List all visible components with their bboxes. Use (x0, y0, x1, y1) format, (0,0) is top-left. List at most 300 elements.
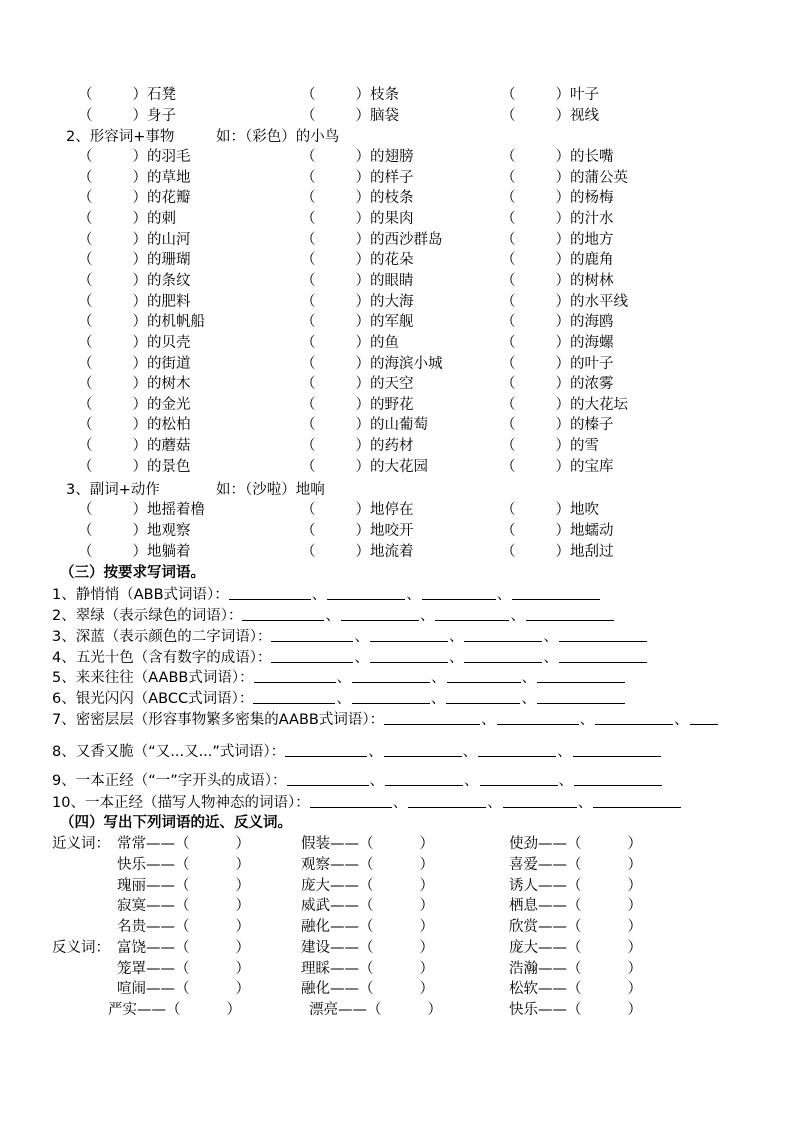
item-text: 地摇着橹 (147, 502, 205, 518)
answer-line[interactable] (512, 585, 600, 600)
answer-line[interactable] (690, 710, 718, 725)
fill-in-item (501, 521, 614, 542)
item-text: 的浓雾 (570, 376, 614, 393)
fill-in-item (301, 85, 399, 106)
dash: —— (330, 857, 359, 873)
word: 名贵 (117, 919, 146, 935)
close-paren: ） (132, 87, 147, 103)
close-paren: ） (627, 961, 642, 977)
close-paren: ） (235, 857, 250, 873)
item-text: 地躺着 (147, 543, 191, 560)
close-paren: ） (627, 919, 642, 935)
adj-row (0, 147, 794, 168)
answer-line[interactable] (497, 710, 579, 725)
answer-line[interactable] (310, 793, 392, 808)
dash: —— (330, 961, 359, 977)
item-text: 的贝壳 (147, 334, 191, 351)
dash: —— (538, 836, 567, 852)
close-paren: ） (132, 458, 147, 475)
close-paren: ） (555, 252, 570, 269)
synonym-item (301, 855, 434, 876)
item-text: 的松柏 (147, 417, 191, 434)
answer-line[interactable] (287, 771, 369, 786)
answer-line[interactable] (464, 648, 542, 663)
open-paren: （ (501, 293, 516, 310)
close-paren: ） (355, 293, 370, 310)
close-paren: ） (132, 107, 147, 124)
fill-in-item (301, 457, 428, 478)
fill-in-item (78, 374, 191, 395)
antonym-item (309, 1000, 442, 1021)
open-paren: （ (359, 961, 374, 977)
answer-line[interactable] (271, 627, 353, 642)
open-paren: （ (501, 314, 516, 331)
separator: 、 (448, 650, 464, 666)
close-paren: ） (555, 293, 570, 310)
word: 诱人 (509, 878, 538, 894)
open-paren: （ (78, 293, 93, 310)
close-paren: ） (355, 107, 370, 124)
fill-in-item (501, 271, 614, 292)
close-paren: ） (419, 898, 434, 914)
item-text: 的长嘴 (570, 149, 614, 165)
answer-line[interactable] (526, 606, 614, 621)
item-text: 地观察 (147, 522, 191, 539)
dash: —— (330, 878, 359, 894)
item-text: 的刺 (147, 210, 176, 227)
separator: 、 (521, 670, 537, 686)
open-paren: （ (301, 334, 316, 351)
item-text: 的眼睛 (370, 272, 414, 289)
item-text: 地蠕动 (570, 522, 614, 539)
fill-in-item (501, 106, 599, 127)
fill-in-item (78, 230, 191, 251)
fill-in-item (78, 85, 176, 106)
answer-line[interactable] (271, 648, 353, 663)
antonym-item (301, 979, 434, 1000)
open-paren: （ (301, 293, 316, 310)
open-paren: （ (78, 355, 93, 372)
antonym-item (301, 938, 434, 959)
answer-line[interactable] (370, 648, 448, 663)
fill-in-item (78, 147, 191, 168)
top-row (0, 85, 794, 106)
close-paren: ） (235, 981, 250, 997)
answer-line[interactable] (408, 793, 486, 808)
dash: —— (538, 940, 567, 956)
close-paren: ） (132, 396, 147, 413)
fill-in-item (501, 333, 614, 354)
fill-in-item (501, 230, 614, 251)
question-text: 8、又香又脆（“又...又...”式词语）： (52, 744, 286, 760)
fill-in-item (301, 230, 443, 251)
item-text: 的山河 (147, 231, 191, 248)
antonym-item (301, 959, 434, 980)
section3-heading: （三）按要求写词语。 (60, 565, 205, 581)
fill-in-item (501, 292, 628, 313)
item-text: 脑袋 (370, 107, 399, 124)
close-paren: ） (132, 314, 147, 331)
open-paren: （ (501, 396, 516, 413)
open-paren: （ (78, 252, 93, 269)
open-paren: （ (359, 940, 374, 956)
antonym-item (117, 959, 250, 980)
open-paren: （ (501, 376, 516, 393)
answer-line[interactable] (370, 627, 448, 642)
fill-in-item (501, 354, 614, 375)
answer-line[interactable] (503, 793, 577, 808)
open-paren: （ (175, 961, 190, 977)
answer-line[interactable] (537, 689, 625, 704)
item-text: 地流着 (370, 543, 414, 560)
separator: 、 (354, 629, 369, 645)
answer-line[interactable] (229, 585, 311, 600)
answer-line[interactable] (447, 668, 521, 683)
answer-line[interactable] (559, 627, 647, 642)
answer-line[interactable] (480, 771, 558, 786)
close-paren: ） (355, 522, 370, 539)
answer-line[interactable] (384, 710, 480, 725)
separator: 、 (311, 587, 327, 603)
open-paren: （ (175, 981, 190, 997)
open-paren: （ (501, 458, 516, 475)
synonym-item (301, 896, 434, 917)
close-paren: ） (355, 272, 370, 289)
separator: 、 (674, 712, 689, 728)
adv-row (0, 500, 794, 521)
word: 松软 (509, 981, 538, 997)
open-paren: （ (78, 272, 93, 289)
item-text: 叶子 (570, 87, 599, 103)
open-paren: （ (78, 210, 93, 227)
fill-in-item (501, 542, 614, 563)
close-paren: ） (132, 355, 147, 372)
dash: —— (538, 878, 567, 894)
open-paren: （ (501, 522, 516, 539)
answer-line[interactable] (574, 771, 662, 786)
separator: 、 (368, 744, 383, 760)
synonym-item (117, 917, 250, 938)
item-text: 的大花园 (370, 458, 428, 475)
question (52, 668, 625, 689)
adj-row (0, 271, 794, 292)
answer-line[interactable] (435, 606, 509, 621)
close-paren: ） (355, 417, 370, 434)
answer-line[interactable] (464, 627, 542, 642)
close-paren: ） (132, 190, 147, 207)
close-paren: ） (555, 458, 570, 475)
question-text: 4、五光十色（含有数字的成语）： (52, 650, 272, 666)
close-paren: ） (427, 1002, 442, 1018)
separator: 、 (577, 795, 593, 811)
close-paren: ） (419, 857, 434, 873)
fill-in-item (301, 188, 414, 209)
open-paren: （ (501, 149, 516, 165)
close-paren: ） (235, 919, 250, 935)
item-text: 的海滨小城 (370, 355, 443, 372)
item-text: 的雪 (570, 438, 599, 455)
word: 理睬 (301, 961, 330, 977)
dash: —— (146, 961, 175, 977)
open-paren: （ (567, 961, 582, 977)
open-paren: （ (301, 522, 316, 539)
synonym-item (509, 834, 642, 855)
answer-line[interactable] (593, 793, 681, 808)
word: 瑰丽 (117, 878, 146, 894)
item-text: 的地方 (570, 231, 614, 248)
adj-row (0, 250, 794, 271)
answer-line[interactable] (573, 742, 661, 757)
open-paren: （ (359, 857, 374, 873)
section4-heading: （四）写出下列词语的近、反义词。 (60, 815, 292, 831)
open-paren: （ (301, 210, 316, 227)
close-paren: ） (555, 149, 570, 165)
word: 观察 (301, 857, 330, 873)
fill-in-item (78, 500, 205, 521)
answer-line[interactable] (285, 742, 367, 757)
close-paren: ） (355, 314, 370, 331)
item-text: 的果肉 (370, 210, 414, 227)
word: 寂寞 (117, 898, 146, 914)
answer-line[interactable] (422, 585, 496, 600)
adj-row (0, 457, 794, 478)
open-paren: （ (567, 981, 582, 997)
open-paren: （ (567, 857, 582, 873)
open-paren: （ (501, 272, 516, 289)
fill-in-item (501, 374, 614, 395)
item-text: 的山葡萄 (370, 417, 428, 434)
fill-in-item (301, 436, 414, 457)
open-paren: （ (359, 898, 374, 914)
word: 严实 (108, 1002, 137, 1018)
fill-in-item (78, 333, 191, 354)
answer-line[interactable] (478, 742, 556, 757)
antonym-item (509, 979, 642, 1000)
fill-in-item (78, 209, 176, 230)
question (52, 689, 625, 710)
item-text: 的海鸥 (570, 314, 614, 331)
antonym-item (509, 938, 642, 959)
answer-line[interactable] (559, 648, 647, 663)
open-paren: （ (78, 438, 93, 455)
close-paren: ） (355, 438, 370, 455)
fill-in-item (78, 395, 191, 416)
open-paren: （ (301, 458, 316, 475)
open-paren: （ (301, 376, 316, 393)
adj-row (0, 354, 794, 375)
adj-row (0, 436, 794, 457)
question (52, 793, 681, 814)
close-paren: ） (555, 334, 570, 351)
word: 融化 (301, 919, 330, 935)
fill-in-item (78, 168, 191, 189)
dash: —— (146, 898, 175, 914)
antonym-item (117, 938, 250, 959)
answer-line[interactable] (242, 606, 324, 621)
close-paren: ） (555, 355, 570, 372)
close-paren: ） (627, 981, 642, 997)
separator: 、 (448, 629, 464, 645)
open-paren: （ (301, 87, 316, 103)
synonym-item (117, 896, 250, 917)
separator: 、 (464, 773, 479, 789)
question (52, 627, 647, 648)
item-text: 的西沙群岛 (370, 231, 443, 248)
fill-in-item (78, 436, 191, 457)
close-paren: ） (555, 87, 570, 103)
item-text: 的枝条 (370, 190, 414, 207)
item-text: 的羽毛 (147, 149, 191, 165)
answer-line[interactable] (352, 668, 430, 683)
open-paren: （ (359, 919, 374, 935)
item-text: 的鱼 (370, 334, 399, 351)
separator: 、 (481, 712, 496, 728)
answer-line[interactable] (352, 689, 430, 704)
separator: 、 (521, 691, 536, 707)
close-paren: ） (555, 438, 570, 455)
close-paren: ） (226, 1002, 241, 1018)
close-paren: ） (555, 417, 570, 434)
item-text: 的野花 (370, 396, 414, 413)
item-text: 的蒲公英 (570, 169, 628, 186)
word: 假装 (301, 836, 330, 852)
dash: —— (146, 981, 175, 997)
antonym-item (509, 959, 642, 980)
answer-line[interactable] (537, 668, 625, 683)
answer-line[interactable] (595, 710, 673, 725)
close-paren: ） (627, 857, 642, 873)
item-text: 地刮过 (570, 543, 614, 560)
part2-title (66, 127, 340, 148)
fill-in-item (301, 542, 414, 563)
item-text: 地吹 (570, 502, 599, 518)
open-paren: （ (78, 396, 93, 413)
separator: 、 (354, 650, 369, 666)
answer-line[interactable] (385, 771, 463, 786)
word: 庞大 (301, 878, 330, 894)
answer-line[interactable] (327, 585, 405, 600)
dash: —— (538, 898, 567, 914)
fill-in-item (501, 312, 614, 333)
item-text: 的翅膀 (370, 149, 414, 165)
adv-row (0, 542, 794, 563)
close-paren: ） (132, 169, 147, 186)
adj-row (0, 168, 794, 189)
fill-in-item (501, 500, 599, 521)
open-paren: （ (501, 190, 516, 207)
antonym-label: 反义词： (52, 940, 110, 956)
separator: 、 (543, 629, 558, 645)
fill-in-item (78, 271, 191, 292)
answer-line[interactable] (253, 689, 335, 704)
open-paren: （ (567, 940, 582, 956)
open-paren: （ (501, 231, 516, 248)
fill-in-item (301, 292, 414, 313)
open-paren: （ (367, 1002, 382, 1018)
separator: 、 (336, 691, 351, 707)
close-paren: ） (235, 878, 250, 894)
dash: —— (330, 940, 359, 956)
question-text: 2、翠绿（表示绿色的词语）： (52, 608, 243, 624)
separator: 、 (496, 587, 512, 603)
close-paren: ） (555, 190, 570, 207)
answer-line[interactable] (341, 606, 419, 621)
item-text: 的榛子 (570, 417, 614, 434)
question-text: 1、静悄悄（ABB式词语）： (52, 587, 229, 603)
antonym-item (108, 1000, 241, 1021)
close-paren: ） (355, 252, 370, 269)
separator: 、 (325, 608, 340, 624)
fill-in-item (301, 374, 414, 395)
close-paren: ） (355, 502, 370, 518)
close-paren: ） (555, 210, 570, 227)
close-paren: ） (355, 149, 370, 165)
word: 喧闹 (117, 981, 146, 997)
item-text: 的花朵 (370, 252, 414, 269)
answer-line[interactable] (254, 668, 336, 683)
answer-line[interactable] (446, 689, 520, 704)
item-text: 的天空 (370, 376, 414, 393)
close-paren: ） (419, 961, 434, 977)
separator: 、 (431, 670, 446, 686)
open-paren: （ (175, 919, 190, 935)
fill-in-item (78, 250, 191, 271)
part2-example: 如：（彩色）的小鸟 (216, 129, 340, 145)
word: 喜爱 (509, 857, 538, 873)
word: 威武 (301, 898, 330, 914)
question (52, 710, 718, 731)
open-paren: （ (78, 376, 93, 393)
item-text: 的军舰 (370, 314, 414, 331)
item-text: 视线 (570, 107, 599, 124)
open-paren: （ (567, 919, 582, 935)
dash: —— (146, 919, 175, 935)
adj-row (0, 188, 794, 209)
open-paren: （ (359, 878, 374, 894)
open-paren: （ (501, 210, 516, 227)
dash: —— (146, 836, 175, 852)
question (52, 585, 600, 606)
item-text: 枝条 (370, 87, 399, 103)
word: 使劲 (509, 836, 538, 852)
item-text: 的树木 (147, 376, 191, 393)
open-paren: （ (78, 543, 93, 560)
word: 富饶 (117, 940, 146, 956)
dash: —— (538, 857, 567, 873)
separator: 、 (557, 744, 572, 760)
close-paren: ） (627, 898, 642, 914)
dash: —— (137, 1002, 166, 1018)
item-text: 的水平线 (570, 293, 628, 310)
close-paren: ） (132, 149, 147, 165)
word: 建设 (301, 940, 330, 956)
close-paren: ） (555, 231, 570, 248)
close-paren: ） (555, 272, 570, 289)
synonym-item (509, 876, 642, 897)
open-paren: （ (359, 981, 374, 997)
open-paren: （ (501, 417, 516, 434)
item-text: 的汁水 (570, 210, 614, 227)
close-paren: ） (555, 107, 570, 124)
synonym-item (301, 876, 434, 897)
open-paren: （ (78, 502, 93, 518)
dash: —— (146, 878, 175, 894)
item-text: 地咬开 (370, 522, 414, 539)
synonym-item (509, 855, 642, 876)
item-text: 的鹿角 (570, 252, 614, 269)
close-paren: ） (555, 396, 570, 413)
answer-line[interactable] (384, 742, 462, 757)
